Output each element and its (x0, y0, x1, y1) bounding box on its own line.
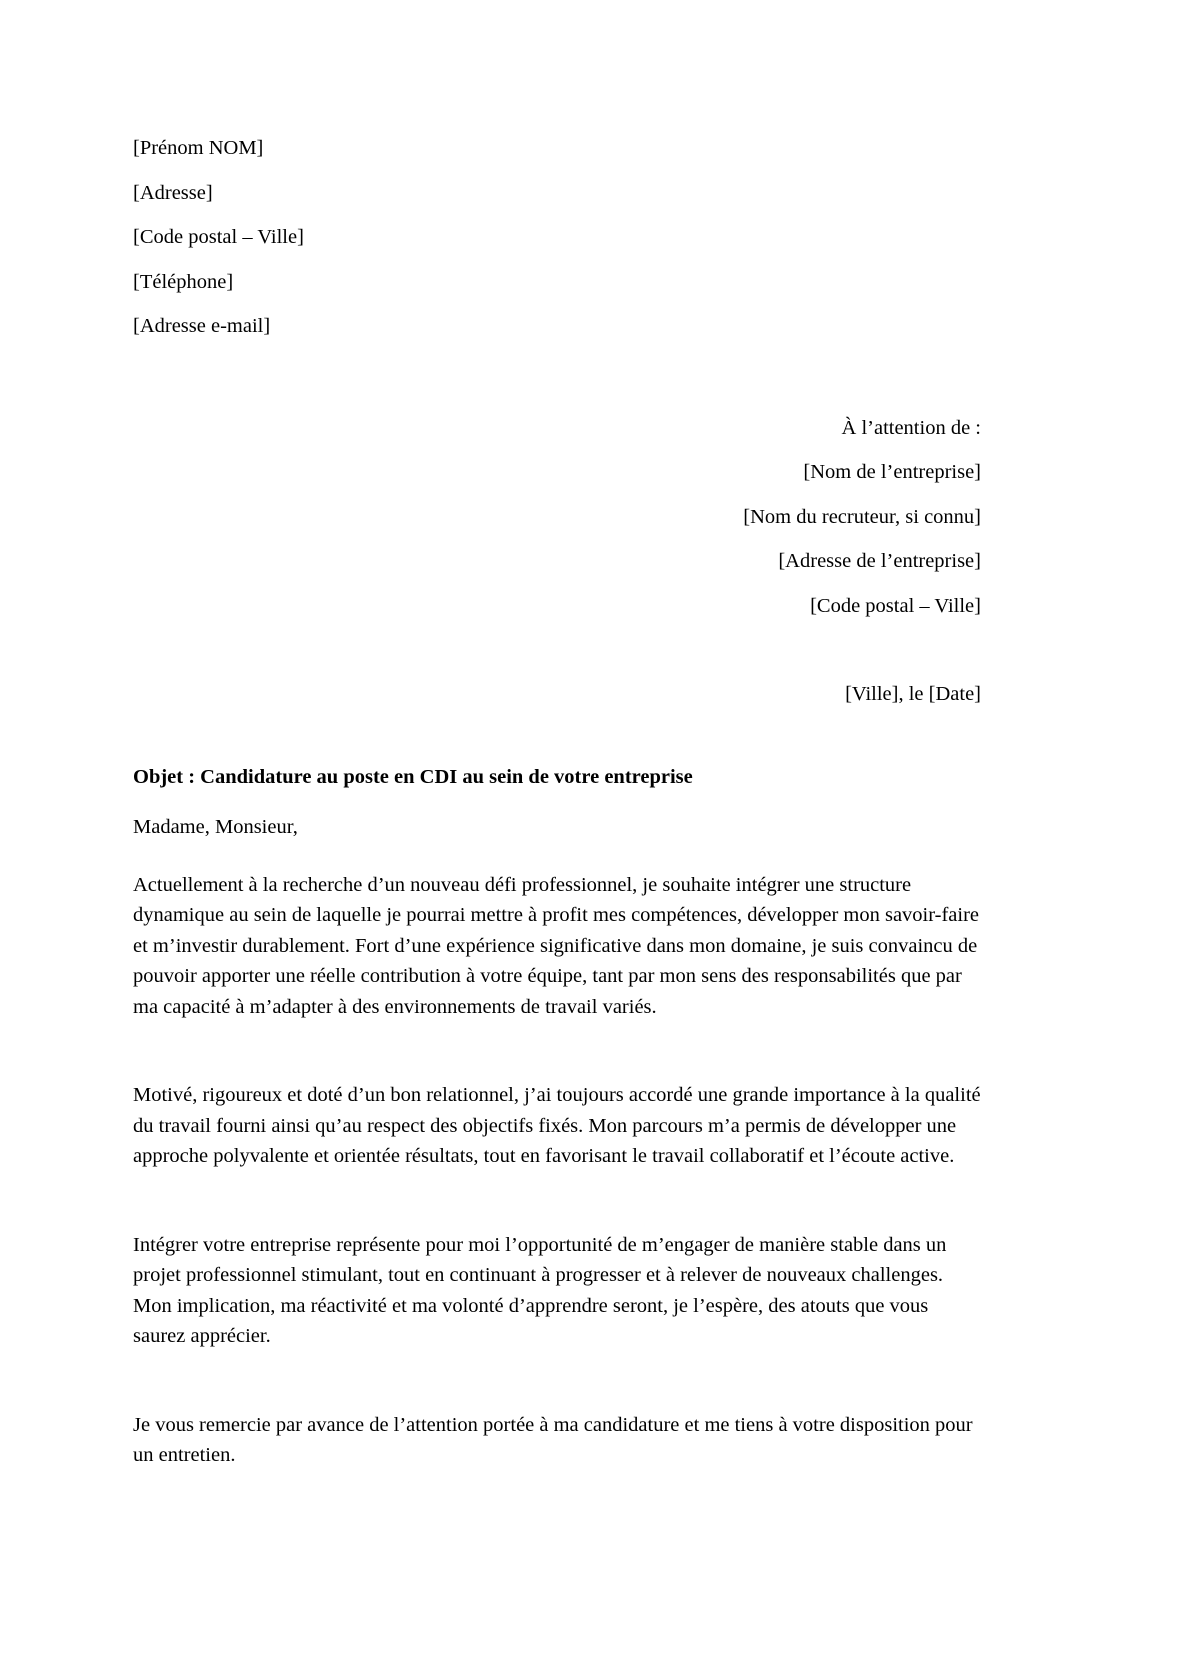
recipient-line-company: [Nom de l’entreprise] (803, 461, 981, 483)
sender-address-block (133, 0, 981, 349)
sender-line-phone: [Téléphone] (133, 270, 234, 293)
date-block (133, 672, 981, 717)
recipient-line-recruiter: [Nom du recruteur, si connu] (743, 505, 981, 528)
sender-line-email: [Adresse e-mail] (133, 315, 271, 337)
sender-line-name: [Prénom NOM] (133, 137, 264, 159)
body-paragraph-3: Intégrer votre entreprise représente pour moi l’opportunité de m’engager de manière stable dans un projet professionnel stimulant, tout en continuant à progresser et à relever de nouveaux challenges. Mon implication, ma réactivité et ma volonté d’apprendre seront, je l’espère, des atouts que vous saurez apprécier. (133, 1233, 947, 1347)
recipient-line-attention: À l’attention de : (841, 416, 981, 439)
letter-content (133, 0, 981, 1471)
recipient-line-company-address: [Adresse de l’entreprise] (778, 550, 981, 572)
subject-block (133, 762, 981, 792)
salutation-line: Madame, Monsieur, (133, 815, 298, 838)
body-paragraph-4: Je vous remercie par avance de l’attention portée à ma candidature et me tiens à votre disposition pour un entretien. (133, 1413, 973, 1466)
city-date-line: [Ville], le [Date] (845, 683, 981, 705)
recipient-line-postal-city: [Code postal – Ville] (810, 594, 981, 617)
recipient-address-block (133, 406, 981, 629)
sender-line-street: [Adresse] (133, 181, 213, 204)
body-paragraph-1: Actuellement à la recherche d’un nouveau défi professionnel, je souhaite intégrer une structure dynamique au sein de laquelle je pourrai mettre à profit mes compétences, développer mon savoir-faire et m’investir durablement. Fort d’une expérience significative dans mon domaine, je suis convaincu de pouvoir apporter une réelle contribution à votre équipe, tant par mon sens des responsabilités que par ma capacité à m’adapter à des environnements de travail variés. (133, 873, 980, 1018)
body-paragraph-2: Motivé, rigoureux et doté d’un bon relationnel, j’ai toujours accordé une grande importance à la qualité du travail fourni ainsi qu’au respect des objectifs fixés. Mon parcours m’a permis de développer une approche polyvalente et orientée résultats, tout en favorisant le travail collaboratif et l’écoute active. (133, 1084, 981, 1167)
subject-line: Objet : Candidature au poste en CDI au sein de votre entreprise (133, 765, 693, 788)
sender-line-postal-city: [Code postal – Ville] (133, 226, 304, 248)
